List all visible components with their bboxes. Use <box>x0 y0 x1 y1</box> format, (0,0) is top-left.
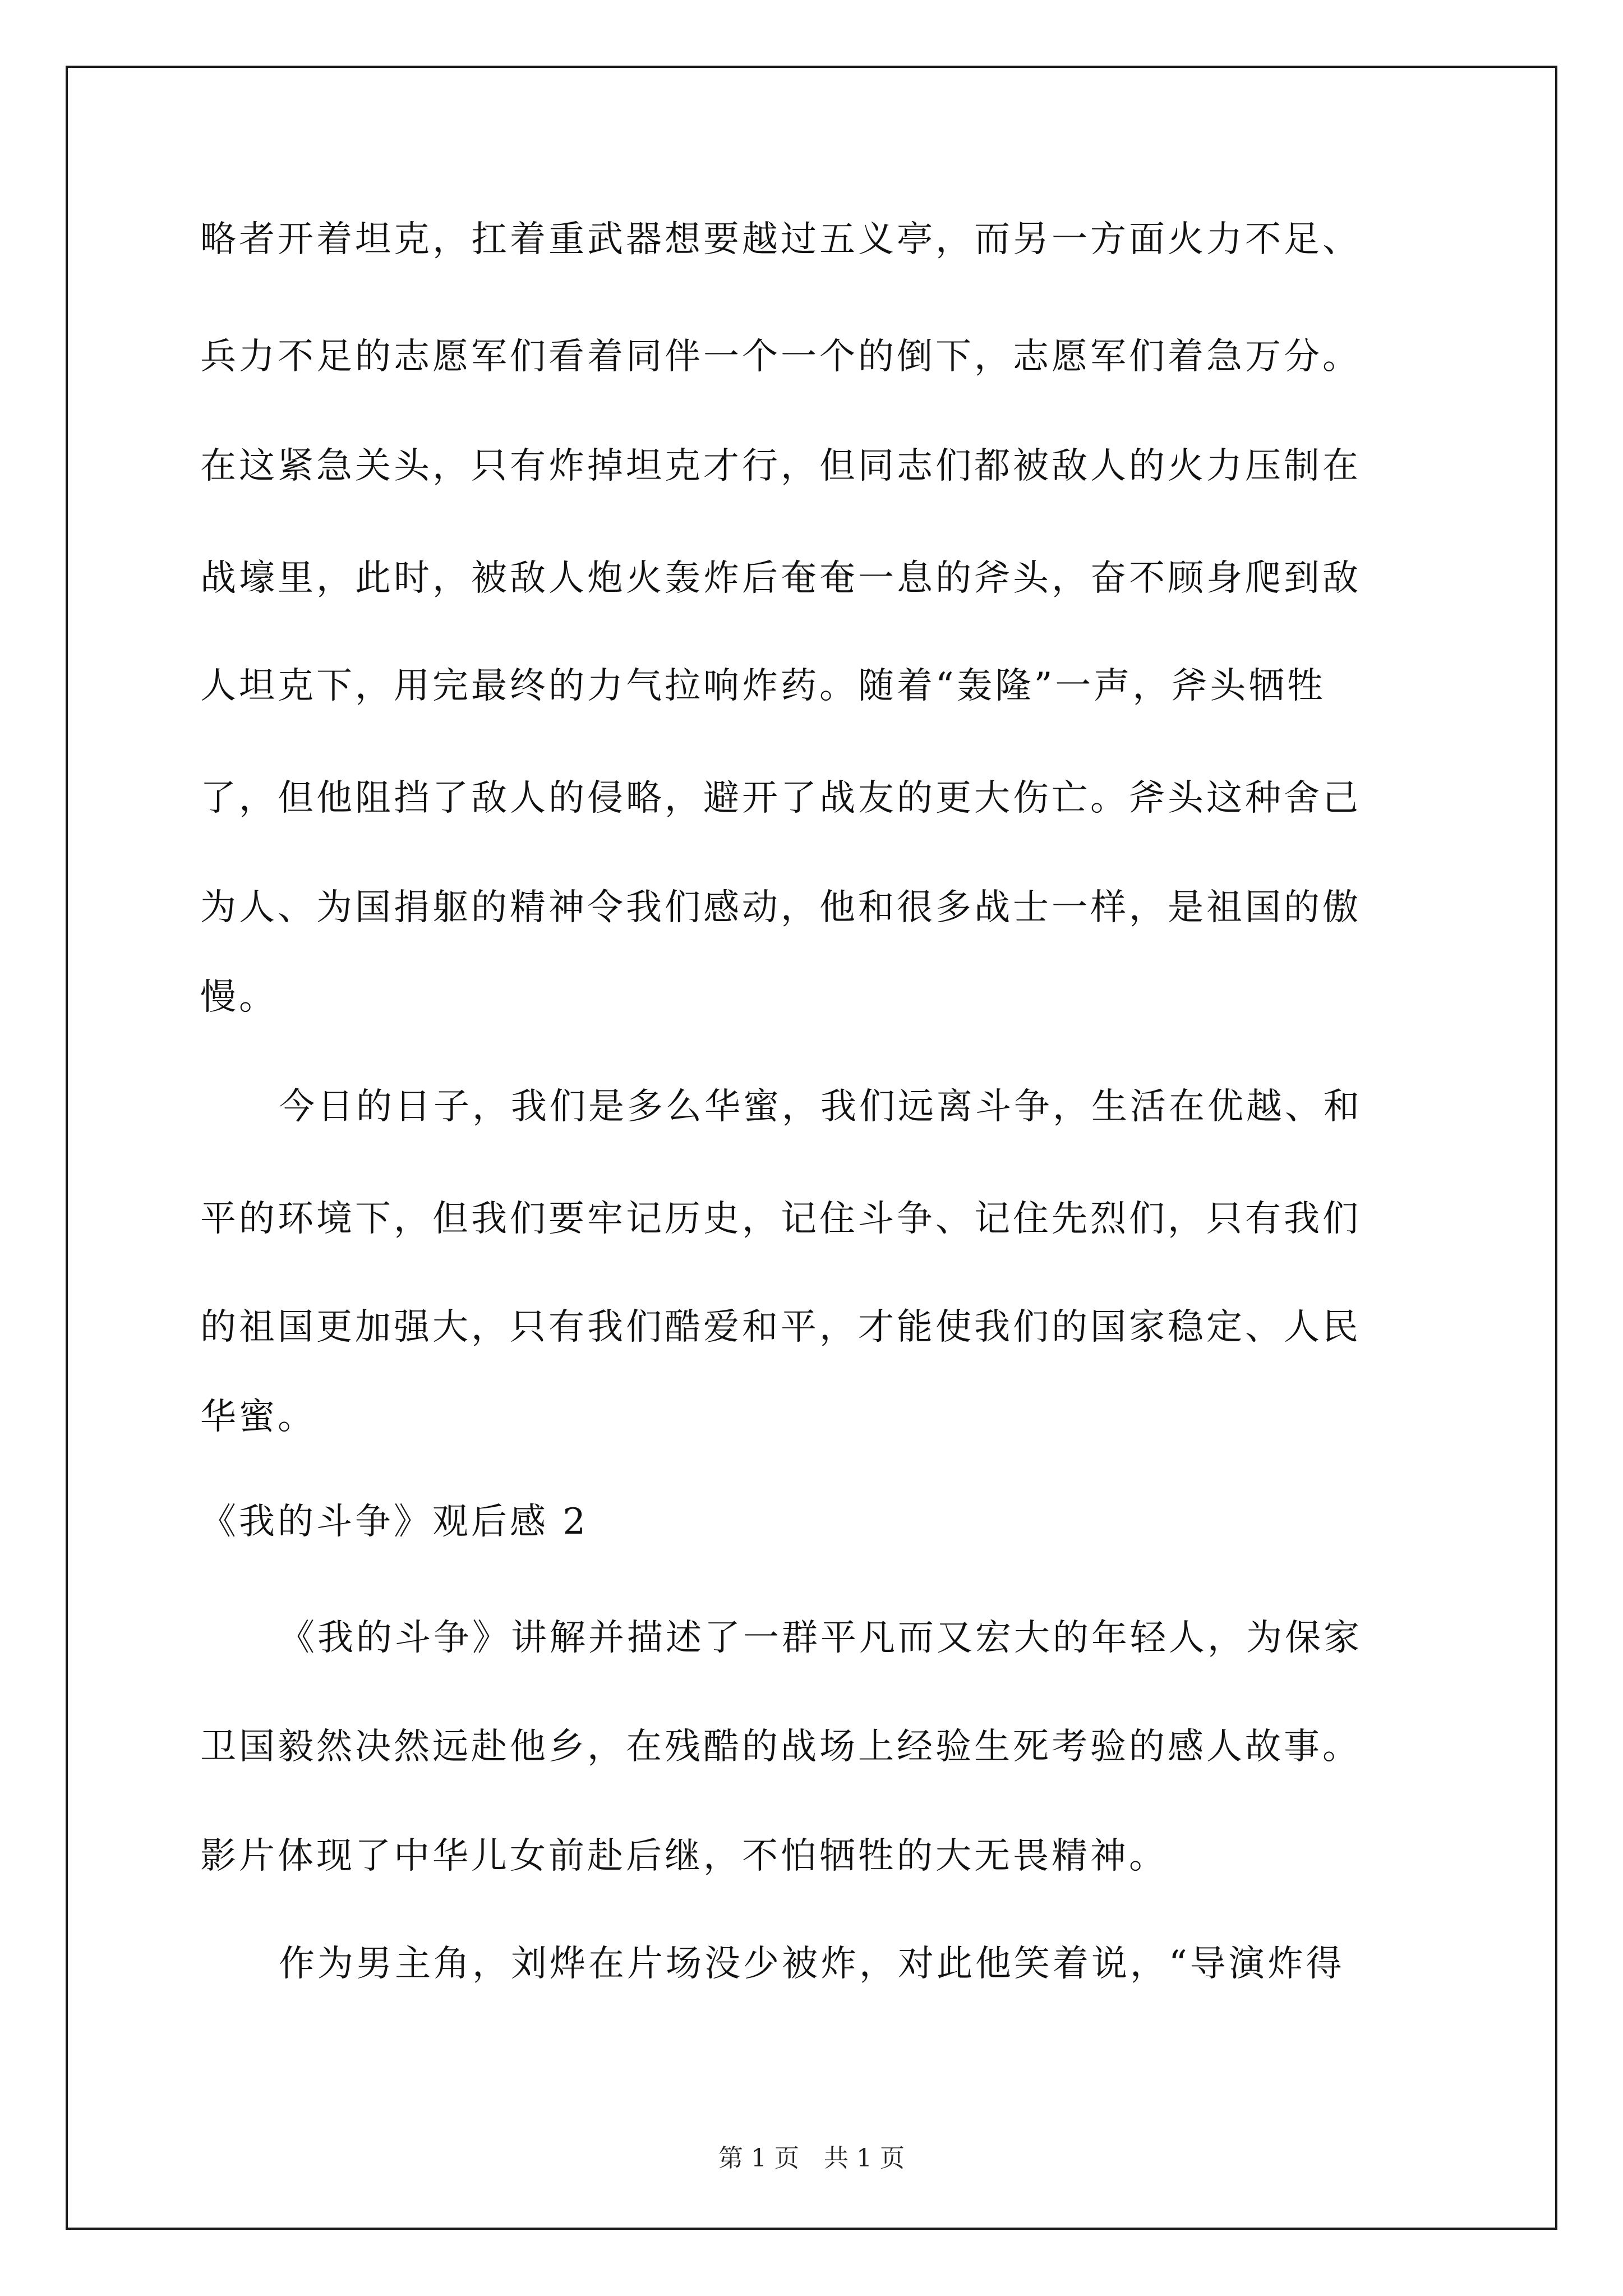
text-line: 卫国毅然决然远赴他乡，在残酷的战场上经验生死考验的感人故事。 <box>200 1726 1361 1768</box>
text-line: 战壕里，此时，被敌人炮火轰炸后奄奄一息的斧头，奋不顾身爬到敌 <box>200 558 1361 599</box>
text-line: 的祖国更加强大，只有我们酷爱和平，才能使我们的国家稳定、人民 <box>200 1306 1361 1348</box>
text-line: 在这紧急关头，只有炸掉坦克才行，但同志们都被敌人的火力压制在 <box>200 445 1361 487</box>
page-footer <box>0 2142 1623 2175</box>
text-line: 慢。 <box>200 977 278 1018</box>
page-number: 第 1 页 <box>718 2144 799 2173</box>
paragraph-first-line: 今日的日子，我们是多么华蜜，我们远离斗争，生活在优越、和 <box>279 1086 1362 1128</box>
section-heading: 《我的斗争》观后感 2 <box>200 1501 589 1543</box>
text-line: 了，但他阻挡了敌人的侵略，避开了战友的更大伤亡。斧头这种舍己 <box>200 777 1361 819</box>
text-line: 为人、为国捐躯的精神令我们感动，他和很多战士一样，是祖国的傲 <box>200 887 1361 928</box>
text-line: 平的环境下，但我们要牢记历史，记住斗争、记住先烈们，只有我们 <box>200 1198 1361 1240</box>
page-border <box>66 66 1557 2230</box>
paragraph-first-line: 《我的斗争》讲解并描述了一群平凡而又宏大的年轻人，为保家 <box>279 1617 1362 1659</box>
text-line: 影片体现了中华儿女前赴后继，不怕牺牲的大无畏精神。 <box>200 1835 1168 1877</box>
text-line: 人坦克下，用完最终的力气拉响炸药。随着“轰隆”一声，斧头牺牲 <box>200 665 1326 707</box>
text-line: 略者开着坦克，扛着重武器想要越过五义亭，而另一方面火力不足、 <box>200 219 1361 260</box>
paragraph-first-line: 作为男主角，刘烨在片场没少被炸，对此他笑着说，“导演炸得 <box>279 1943 1345 1985</box>
page-total: 共 1 页 <box>824 2144 905 2173</box>
text-line: 华蜜。 <box>200 1396 316 1438</box>
text-line: 兵力不足的志愿军们看着同伴一个一个的倒下，志愿军们着急万分。 <box>200 336 1361 378</box>
